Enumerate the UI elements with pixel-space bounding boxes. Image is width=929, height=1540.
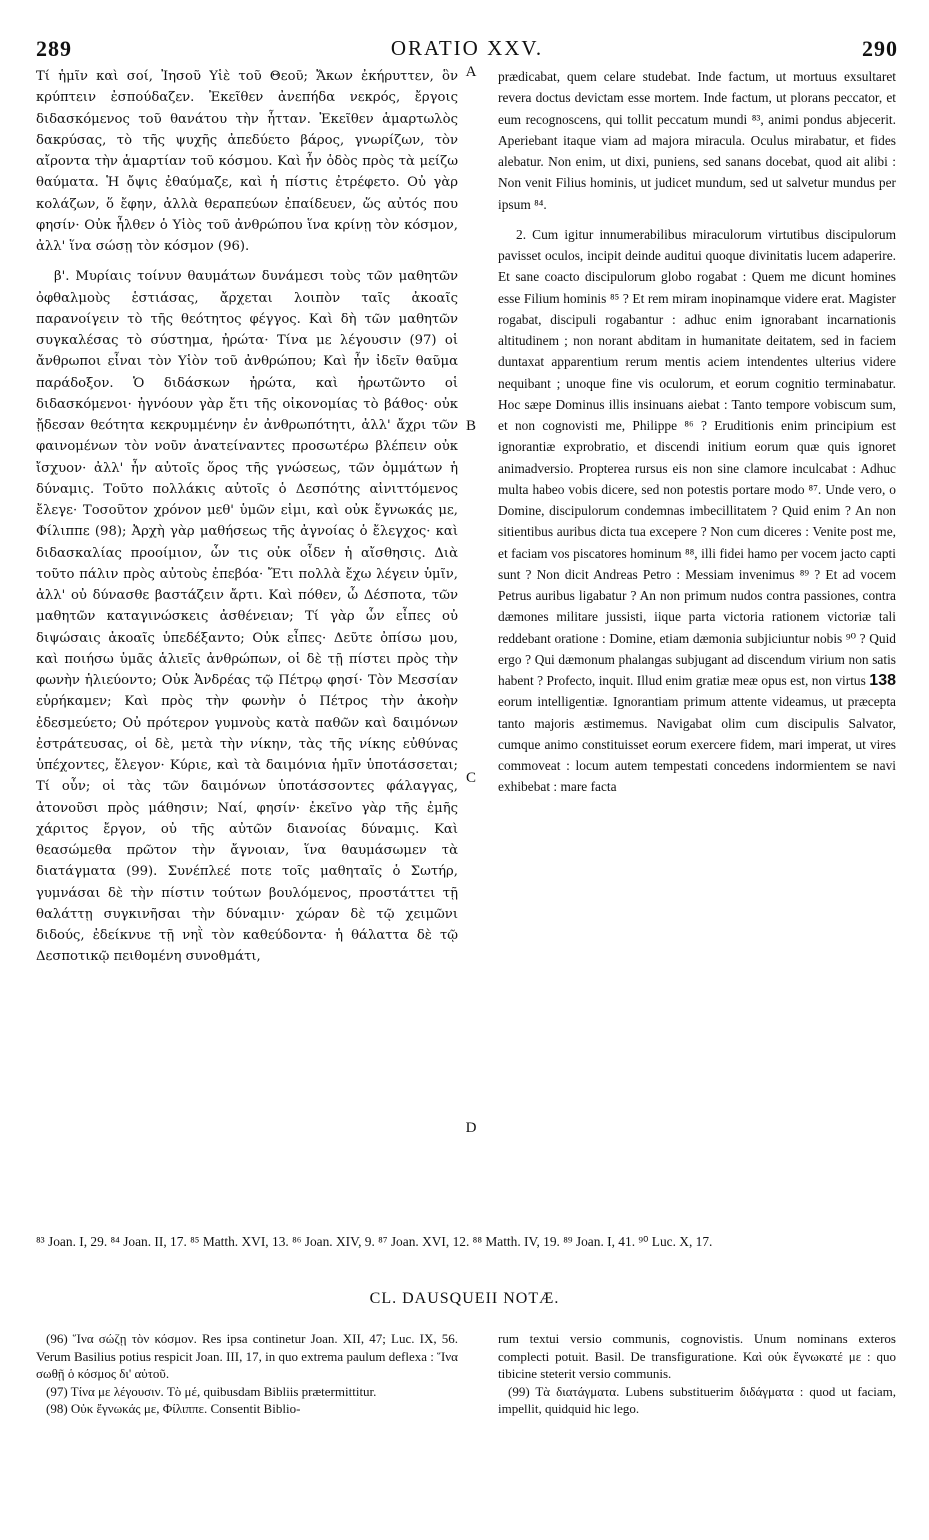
margin-marker-d: D: [465, 1120, 477, 1136]
margin-marker-a: A: [465, 64, 477, 80]
latin-column: [498, 66, 896, 798]
note-98: (98) Οὐκ ἔγνωκάς με, Φίλιππε. Consentit Biblio-: [46, 1401, 301, 1416]
greek-column: [36, 66, 458, 968]
note-97: (97) Τίνα με λέγουσιν. Τὸ μέ, quibusdam Bibliis prætermittitur.: [46, 1383, 377, 1399]
notes-title: CL. DAUSQUEII NOTÆ.: [369, 1290, 560, 1307]
margin-marker-b: B: [465, 418, 476, 434]
note-96: (96) Ἵνα σώζῃ τὸν κόσμον. Res ipsa continetur Joan. XII, 47; Luc. IX, 56. Verum Basilius potius respicit Joan. III, 17, in quo extrema paulum deflexa : Ἵνα σωθῇ ὁ κόσμος δι' αὐτοῦ.: [36, 1331, 458, 1381]
page-title: ORATIO XXV.: [390, 36, 544, 60]
scripture-references: ⁸³ Joan. I, 29. ⁸⁴ Joan. II, 17. ⁸⁵ Matth. XVI, 13. ⁸⁶ Joan. XIV, 9. ⁸⁷ Joan. XVI, 12. ⁸⁸ Matth. IV, 19. ⁸⁹ Joan. I, 41. ⁹⁰ Luc. X, 17.: [36, 1234, 713, 1249]
right-page-number: 290: [862, 36, 898, 61]
note-99: (99) Τὰ διατάγματα. Lubens substituerim διδάγματα : quod ut faciam, impellit, quidquid hic legο.: [498, 1383, 896, 1416]
running-header: [36, 36, 898, 64]
left-page-number: 289: [36, 36, 72, 61]
notes-left-column: [36, 1330, 458, 1418]
latin-paragraph-2: [498, 224, 896, 798]
note-98-continued: rum textui versio communis, cognovistis. Unum nominans exteros complecti potuit. Basil. De transfiguratione. Καὶ οὐκ ἔγνωκατέ με : quo tibicine steterit versio communis.: [498, 1331, 896, 1381]
margin-marker-c: C: [465, 770, 476, 786]
greek-paragraph-2: β'. Μυρίαις τοίνυν θαυμάτων δυνάμεσι τοὺς τῶν μαθητῶν ὀφθαλμοὺς ἑστιάσας, ἄρχεται λοιπὸν ταῖς ἀκοαῖς παρανοίγειν τὸ τῆς θεότητος φέγγος. Καὶ δὴ τῶν μαθητῶν συγκαλέσας τὸ σύστημα, ἠρώτα· Τίνα με λέγουσιν (97) οἱ ἄνθρωποι εἶναι τὸν Υἱὸν τοῦ ἀνθρώπου; Καὶ ἦν ἰδεῖν θαῦμα παράδοξον. Ὁ διδάσκων ἠρώτα, καὶ ἠρωτῶντο οἱ διδασκόμενοι· ἠγνόουν γὰρ ἔτι τῆς οἰκονομίας τὸ βάθος· οὐκ ᾔδεσαν θεότητα κεκρυμμένην ἐν ἀνθρωπότητι, ἀλλ' ἄχρι τῶν φαινομένων τὸν νοῦν ἀνατείναντες προσωτέρω βλέπειν οὐκ ἴσχυον· ἀλλ' ἦν αὐτοῖς ὅρος τῆς γνώσεως, τῶν ὀμμάτων ἡ δύναμις. Τοῦτο πολλάκις αὐτοῖς ὁ Δεσπότης αἰνιττόμενος ἔλεγε· Τοσοῦτον χρόνον μεθ' ὑμῶν εἰμι, καὶ οὐκ ἔγνωκάς με, Φίλιππε (98); Ἀρχὴ γὰρ μαθήσεως τῆς ἀγνοίας ὁ ἔλεγχος· καὶ διδασκαλίας προοίμιον, ὧν τις οὐκ οἶδεν ἡ αἴσθησις. Διὰ τοῦτο πάλιν πρὸς αὐτοὺς ἐπεβόα· Ἔτι πολλὰ ἔχω λέγειν ὑμῖν, ἀλλ' οὐ δύνασθε βαστάζειν ἄρτι. Καὶ πόθεν, ὦ Δέσποτα, τῶν μαθητῶν καταγινώσκεις ἀσθένειαν; Τί γὰρ ὧν εἶπες οὐ διψώσαις ἀκοαῖς ὑπεδέξαντο; Οὐκ εἶπες· Δεῦτε ὀπίσω μου, καὶ ποιήσω ὑμᾶς ἁλιεῖς ἀνθρώπων, οἱ δὲ τῇ πίστει πρὸς τὴν φωνὴν ἡλιεύοντο; Οὐκ Ἀνδρέας τῷ Πέτρῳ φησί· Τὸν Μεσσίαν εὑρήκαμεν; Καὶ πρὸς τὴν φωνὴν ὁ Πέτρος τὴν ἀκοὴν ἐδεσμεύετο; Οὐ πρότερον γυμνοὺς κατὰ παθῶν καὶ δαιμόνων ἐστράτευσας, οἱ δὲ, μετὰ τὴν νίκην, τὰς τῆς νίκης εὐθύνας ὑπέχοντες, ἔλεγον· Κύριε, καὶ τὰ δαιμόνια ἡμῖν ὑποτάσσεται; Τί οὖν; οἱ τὰς τῶν δαιμόνων ὑποτάσσοντες φάλαγγας, ἀτονοῦσι πρὸς μάθησιν; Ναί, φησίν· ἐκεῖνο γὰρ τῆς ἐμῆς χάριτος ἔργον, οὐ τῆς αὐτῶν διανοίας δύναμις. Καὶ θεασώμεθα πρῶτον τὴν ἄγνοιαν, ἵνα θαυμάσωμεν τὰ διατάγματα (99). Συνέπλεέ ποτε τοῖς μαθηταῖς ὁ Σωτήρ, γυμνάσαι δὲ τὴν πίστιν τούτων βουλόμενος, προστάττει τῇ θαλάττῃ συγκινῆσαι τὴν δύναμιν· χώραν δὲ τῷ χειμῶνι διδούς, ἐδείκνυε τῇ νηῒ τὸν καθεύδοντα· ἡ θάλαττα δὲ τῷ Δεσποτικῷ πειθομένη συνοθμάτι,: [36, 269, 458, 965]
latin-paragraph-1: prædicabat, quem celare studebat. Inde factum, ut mortuus exsultaret revera doctus devictam esse mortem. Inde factum, ut plorans peccator, et eum recognoscens, qui tollit peccatum mundi ⁸³, animi pondus abjecerit. Aperiebant itaque viam ad majora miracula. Oculus mirabatur, et fides alebatur. Non enim, ut dixi, puniens, sed sanans docebat, quod ait alibi : Non venit Filius hominis, ut judicet mundum, sed ut salvetur mundus per ipsum ⁸⁴.: [498, 69, 896, 212]
latin-paragraph-2-tail: eorum intelligentiæ. Ignorantiam primum attente videamus, ut præcepta tanto majoris æstimemus. Navigabat olim cum discipulis Salvator, cumque animo constituisset eorum exercere fidem, mari imperat, ut vires commoveat : locum autem tempestati concedens indormientem se navi exhibebat : mare facta: [498, 694, 896, 795]
column-page-mark: 138: [869, 672, 896, 689]
greek-paragraph-1: Τί ἡμῖν καὶ σοί, Ἰησοῦ Υἱὲ τοῦ Θεοῦ; Ἄκων ἐκήρυττεν, ὃν κρύπτειν ἐσπούδαζεν. Ἐκεῖθεν ἀνεπήδα νεκρός, ἔργοις διδασκόμενος τοῦ θανάτου τὴν ἧτταν. Ἐκεῖθεν ἁμαρτωλὸς δακρύσας, τὸ τῆς ψυχῆς ἀπεδύετο βάρος, γνωρίζων, τὸν αἴροντα τὴν ἁμαρτίαν τοῦ κόσμου. Καὶ ἦν ὁδὸς πρὸς τὰ μείζω θαύματα. Ἡ ὄψις ἐθαύμαζε, καὶ ἡ πίστις ἐτρέφετο. Οὐ γὰρ κολάζων, ὅ ἔφην, ἀλλὰ θεραπεύων ἐπαίδευεν, ὥς αὐτός που φησίν· Οὐκ ἦλθεν ὁ Υἱὸς τοῦ ἀνθρώπου ἵνα κρίνῃ τὸν κόσμον, ἀλλ' ἵνα σώσῃ τὸν κόσμον (96).: [36, 69, 458, 254]
notes-right-column: [498, 1330, 896, 1418]
latin-paragraph-2-text: 2. Cum igitur innumerabilibus miraculorum virtutibus discipulorum pavisset oculos, incipit deinde auditui quoque divinitatis lucem adaperire. Et sane coacto discipulorum globo rogabat : Quem me dicunt homines esse Filium hominis ⁸⁵ ? Et rem miram inopinamque videre erat. Magister rogabat, discipuli rogabantur : adhuc enim ignorabant incarnationis altitudinem ; non norant abditam in humanitate deitatem, sed in faciem duntaxat apparentium rerum mentis aciem intendentes ulterius videre nequibant ; unoque fine vis oculorum, et eorum cognitio terminabatur. Hoc sæpe Dominus illis insinuans aiebat : Tanto tempore vobiscum sum, et non cognovisti me, Philippe ⁸⁶ ? Eruditionis enim principium est ignorantiæ exprobratio, et discendi initium eorum quæ quis ignoret animadversio. Propterea rursus eis non sine clamore inculcabat : Adhuc multa habeo vobis dicere, sed non potestis portare modo ⁸⁷. Unde vero, o Domine, discipulorum condemnas imbecillitatem ? Quid enim ? An non sitientibus auribus dicta tua excepere ? Non cum diceres : Venite post me, et faciam vos piscatores hominum ⁸⁸, illi fidei hamo per vocem jacto capti sunt ? Non dicit Andreas Petro : Messiam invenimus ⁸⁹ ? Et ad vocem Petrus auribus ligabatur ? An non primum nudos contra passiones, contra dæmones militare jussisti, iique parta victoria rationem victoriæ tali reddebant oratione : Domine, etiam dæmonia subjiciuntur nobis ⁹⁰ ? Quid ergo ? Qui dæmonum phalangas subjugant ad discendum virium non satis habent ? Profecto, inquit. Illud enim gratiæ meæ opus est, non virtus: [498, 226, 896, 688]
